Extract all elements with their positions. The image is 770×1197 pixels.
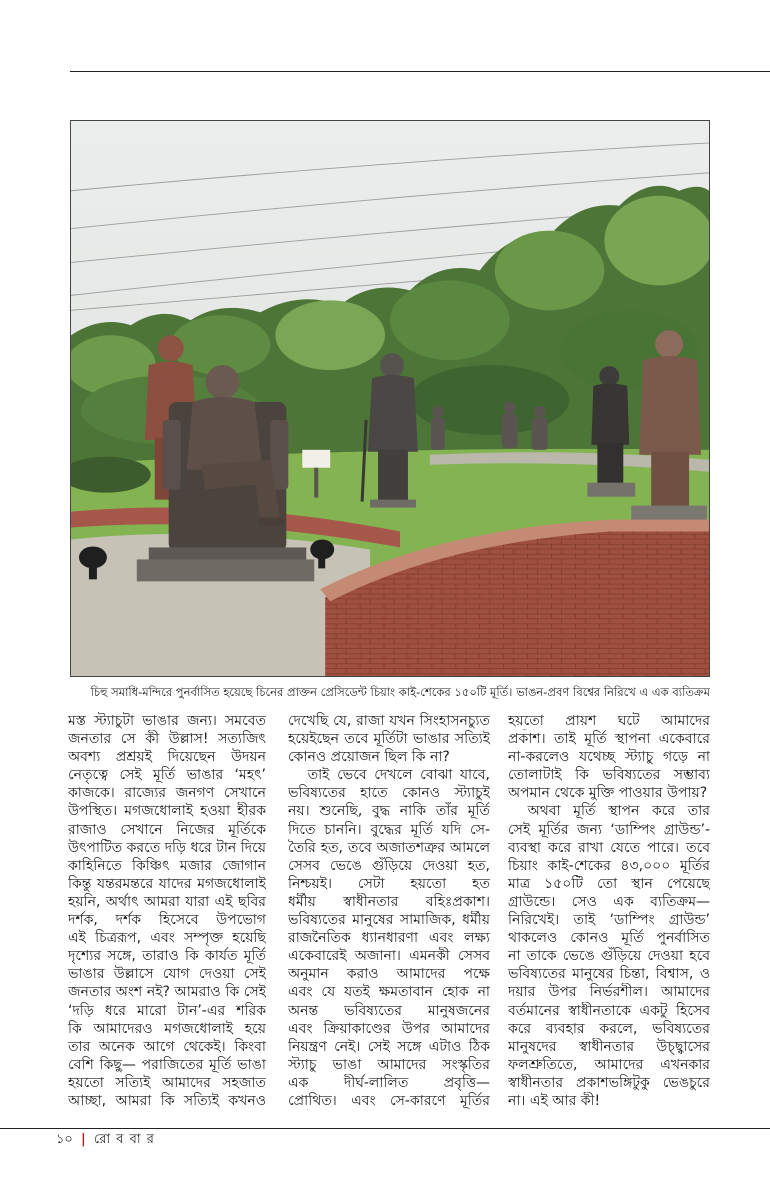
text-line: চিয়াং কাই-শেকের ৪৩,০০০ মূর্তির bbox=[508, 857, 710, 874]
text-line: একেবারেই অজানা। এমনকী সেসব bbox=[288, 948, 490, 965]
text-line: তোলাটাই কি ভবিষ্যতের সম্ভাব্য bbox=[508, 767, 710, 784]
text-line: প্রোথিত। এবং সে-কারণে মূর্তির bbox=[288, 1092, 490, 1109]
text-line: কাহিনিতে কিঞ্চিৎ মজার জোগান bbox=[68, 857, 266, 874]
text-line: হয়নি, অর্থাৎ আমরা যারা এই ছবির bbox=[68, 893, 266, 910]
page-footer bbox=[56, 1132, 155, 1148]
text-line: নেতৃত্বে সেই মূর্তি ভাঙার ‘মহৎ’ bbox=[68, 767, 266, 784]
text-line: নিয়ন্ত্রণ নেই। সেই সঙ্গে এটাও ঠিক bbox=[288, 1038, 490, 1055]
text-line: স্ট্যাচু ভাঙা আমাদের সংস্কৃতির bbox=[288, 1056, 490, 1073]
text-line: দৃশ্যের সঙ্গে, তারাও কি কার্যত মূর্তি bbox=[68, 948, 266, 965]
text-column-2 bbox=[288, 712, 490, 1110]
text-line: জনতার সে কী উল্লাস! সত্যজিৎ bbox=[68, 731, 266, 748]
text-line: বেশি কিছু— পরাজিতের মূর্তি ভাঙা bbox=[68, 1056, 266, 1073]
text-line: ব্যবস্থা করে রাখা যেতে পারে। তবে bbox=[508, 839, 710, 856]
feature-photo bbox=[70, 120, 710, 677]
text-line: ফলশ্রুতিতে, আমাদের এখনকার bbox=[508, 1056, 710, 1073]
text-line: তার অনেক আগে থেকেই। কিংবা bbox=[68, 1038, 266, 1055]
photo-caption: চিহু সমাধি-মন্দিরে পুনর্বাসিত হয়েছে চিনের প্রাক্তন প্রেসিডেন্ট চিয়াং কাই-শেকের ১৫০টি মূর্তি। ভাঙন-প্রবণ বিশ্বের নিরিখে এ এক ব্যতিক্রম bbox=[90, 685, 710, 699]
text-line: কিন্তু যন্তরমন্তরে যাদের মগজধোলাই bbox=[68, 875, 266, 892]
text-line: না। এই আর কী! bbox=[508, 1092, 601, 1109]
text-line: গ্রাউন্ডে। সেও এক ব্যতিক্রম— bbox=[508, 893, 710, 910]
bottom-rule bbox=[0, 1128, 770, 1129]
text-line: থাকলেও কোনও মূর্তি পুনর্বাসিত bbox=[508, 930, 710, 947]
text-line: হয়েইছেন তবে মূর্তিটা ভাঙার সত্যিই bbox=[288, 731, 490, 748]
text-line: ভাঙার উল্লাসে যোগ দেওয়া সেই bbox=[68, 966, 266, 983]
text-line: মানুষদের স্বাধীনতার উচ্ছ্বাসের bbox=[508, 1038, 710, 1055]
text-line: না-করলেও যথেচ্ছ স্ট্যাচু গড়ে না bbox=[508, 749, 710, 766]
text-line: হয়তো প্রায়শ ঘটে আমাদের bbox=[508, 713, 710, 729]
text-column-3 bbox=[508, 712, 710, 1110]
text-line: আচ্ছা, আমরা কি সত্যিই কখনও bbox=[68, 1092, 266, 1109]
text-line: বর্তমানের স্বাধীনতাকে একটু হিসেব bbox=[508, 1002, 710, 1019]
text-line: অনন্ত ভবিষ্যতের মানুষজনের bbox=[288, 1002, 490, 1019]
page-number: ১০ bbox=[56, 1132, 73, 1147]
text-line: মাত্র ১৫০টি তো স্থান পেয়েছে bbox=[508, 875, 710, 892]
text-line: অবশ্য প্রশ্রয়ই দিয়েছেন উদয়ন bbox=[68, 749, 266, 766]
text-line: ভবিষ্যতের মানুষের চিন্তা, বিশ্বাস, ও bbox=[508, 966, 710, 983]
text-line: সেসব ভেঙে গুঁড়িয়ে দেওয়া হত, bbox=[288, 857, 490, 874]
text-line: ‘দড়ি ধরে মারো টান’-এর শরিক bbox=[68, 1002, 266, 1019]
text-line: তৈরি হত, তবে অজাতশত্রুর আমলে bbox=[288, 839, 490, 856]
text-line: এক দীর্ঘ-লালিত প্রবৃত্তি— bbox=[288, 1074, 490, 1091]
text-line: সেই মূর্তির জন্য ‘ডাম্পিং গ্রাউন্ড’- bbox=[508, 821, 710, 838]
text-line: রাজনৈতিক ধ্যানধারণা এবং লক্ষ্য bbox=[288, 930, 490, 947]
text-column-1 bbox=[68, 712, 266, 1110]
text-line: ধর্মীয় স্বাধীনতার বহিঃপ্রকাশ। bbox=[288, 893, 490, 910]
text-line: মস্ত স্ট্যাচুটা ভাঙার জন্য। সমবেত bbox=[68, 713, 266, 729]
text-line: ভবিষ্যতের হাতে কোনও স্ট্যাচুই bbox=[288, 785, 490, 802]
text-line: উৎপাটিত করতে দড়ি ধরে টান দিয়ে bbox=[68, 839, 266, 856]
text-line: কাজকে। রাজ্যের জনগণ সেখানে bbox=[68, 785, 266, 802]
text-line: উপস্থিত। মগজধোলাই হওয়া হীরক bbox=[68, 803, 266, 820]
text-line: প্রকাশ। তাই মূর্তি স্থাপনা একেবারে bbox=[508, 731, 710, 748]
text-line: এবং ক্রিয়াকাণ্ডের উপর আমাদের bbox=[288, 1020, 490, 1037]
text-line: না তাকে ভেঙে গুঁড়িয়ে দেওয়া হবে bbox=[508, 948, 710, 965]
text-line: তাই ভেবে দেখলে বোঝা যাবে, bbox=[307, 767, 490, 784]
statue-park-illustration bbox=[71, 121, 709, 676]
text-line: দেখেছি যে, রাজা যখন সিংহাসনচ্যুত bbox=[288, 713, 490, 729]
text-line: অপমান থেকে মুক্তি পাওয়ার উপায়? bbox=[508, 785, 708, 802]
text-line: স্বাধীনতার প্রকাশভঙ্গিটুকু ভেঙচুরে bbox=[508, 1074, 710, 1091]
top-rule bbox=[70, 71, 770, 72]
text-line: ভবিষ্যতের মানুষের সামাজিক, ধর্মীয় bbox=[288, 912, 490, 929]
text-line: দয়ার উপর নির্ভরশীল। আমাদের bbox=[508, 984, 710, 1001]
text-line: করে ব্যবহার করলে, ভবিষ্যতের bbox=[508, 1020, 710, 1037]
magazine-name: রো ব বা র bbox=[93, 1132, 155, 1147]
text-line: এবং যে যতই ক্ষমতাবান হোক না bbox=[288, 984, 490, 1001]
text-line: দিতে চাননি। বুদ্ধের মূর্তি যদি সে- bbox=[288, 821, 490, 838]
text-line: জনতার অংশ নই? আমরাও কি সেই bbox=[68, 984, 266, 1001]
footer-separator: | bbox=[81, 1132, 86, 1147]
text-line: হয়তো সত্যিই আমাদের সহজাত bbox=[68, 1074, 266, 1091]
text-line: অনুমান করাও আমাদের পক্ষে bbox=[288, 966, 490, 983]
text-line: নিশ্চয়ই। সেটা হয়তো হত bbox=[288, 875, 490, 892]
text-line: অথবা মূর্তি স্থাপন করে তার bbox=[527, 803, 710, 820]
text-line: দর্শক, দর্শক হিসেবে উপভোগ bbox=[68, 912, 266, 929]
text-line: কি আমাদেরও মগজধোলাই হয়ে bbox=[68, 1020, 266, 1037]
text-line: নয়। শুনেছি, বুদ্ধ নাকি তাঁর মূর্তি bbox=[288, 803, 490, 820]
text-line: কোনও প্রয়োজন ছিল কি না? bbox=[288, 749, 450, 766]
text-line: নিরিখেই। তাই ‘ডাম্পিং গ্রাউন্ড’ bbox=[508, 912, 710, 929]
text-line: রাজাও সেখানে নিজের মূর্তিকে bbox=[68, 821, 266, 838]
text-line: এই চিত্ররূপ, এবং সম্পৃক্ত হয়েছি bbox=[68, 930, 266, 947]
